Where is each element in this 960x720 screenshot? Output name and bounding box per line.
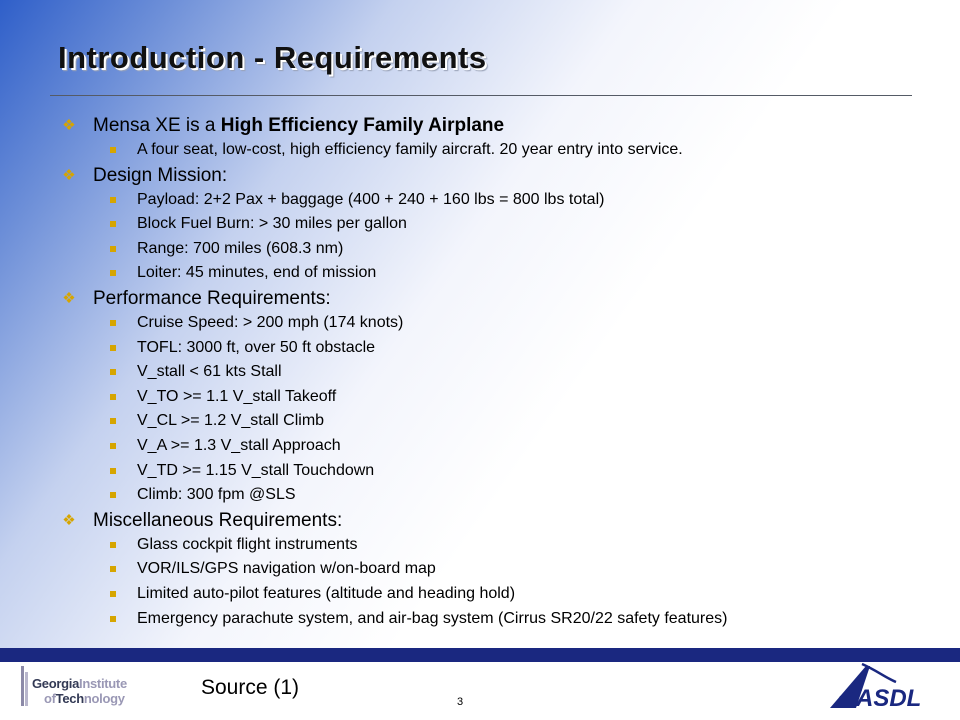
list-item-text: TOFL: 3000 ft, over 50 ft obstacle bbox=[137, 338, 376, 356]
list-item bbox=[0, 188, 960, 213]
section-heading-text bbox=[93, 163, 227, 188]
section-heading-text bbox=[93, 508, 342, 533]
square-bullet-icon bbox=[110, 443, 116, 449]
square-bullet-icon bbox=[110, 197, 116, 203]
section-heading-text bbox=[93, 113, 504, 138]
gt-tower-icon bbox=[20, 664, 30, 708]
list-item-text: Climb: 300 fpm @SLS bbox=[137, 486, 296, 504]
square-bullet-icon bbox=[110, 418, 116, 424]
list-item-text: V_CL >= 1.2 V_stall Climb bbox=[137, 412, 325, 430]
square-bullet-icon bbox=[110, 270, 116, 276]
section-heading bbox=[0, 286, 960, 311]
slide-title: Introduction - Requirements bbox=[58, 40, 487, 75]
square-bullet-icon bbox=[110, 246, 116, 252]
four-diamond-bullet-icon: ❖ bbox=[62, 511, 76, 529]
list-item bbox=[0, 385, 960, 410]
square-bullet-icon bbox=[110, 492, 116, 498]
square-bullet-icon bbox=[110, 147, 116, 153]
list-item-text: V_TO >= 1.1 V_stall Takeoff bbox=[137, 387, 337, 405]
section-heading-label: Miscellaneous Requirements: bbox=[93, 509, 343, 531]
asdl-logo bbox=[826, 660, 930, 712]
title-divider bbox=[50, 95, 912, 96]
list-item bbox=[0, 311, 960, 336]
list-item bbox=[0, 582, 960, 607]
square-bullet-icon bbox=[110, 320, 116, 326]
list-item bbox=[0, 533, 960, 558]
list-item-text: Block Fuel Burn: > 30 miles per gallon bbox=[137, 215, 407, 233]
list-item bbox=[0, 237, 960, 262]
list-item-text: VOR/ILS/GPS navigation w/on-board map bbox=[137, 560, 436, 578]
list-item bbox=[0, 360, 960, 385]
list-item bbox=[0, 607, 960, 632]
list-item bbox=[0, 138, 960, 163]
list-item bbox=[0, 261, 960, 286]
section-heading-text bbox=[93, 286, 331, 311]
list-item-text: Loiter: 45 minutes, end of mission bbox=[137, 264, 377, 282]
page-number: 3 bbox=[457, 696, 464, 708]
square-bullet-icon bbox=[110, 345, 116, 351]
section-heading-label: Mensa XE is a bbox=[93, 115, 221, 136]
list-item bbox=[0, 336, 960, 361]
four-diamond-bullet-icon: ❖ bbox=[62, 166, 76, 184]
square-bullet-icon bbox=[110, 394, 116, 400]
list-item-text: V_TD >= 1.15 V_stall Touchdown bbox=[137, 461, 375, 479]
gt-logo-line1: GeorgiaInstitute bbox=[32, 676, 127, 691]
list-item-text: Limited auto-pilot features (altitude and heading hold) bbox=[137, 584, 516, 602]
list-item-text: Cruise Speed: > 200 mph (174 knots) bbox=[137, 313, 404, 331]
list-item-text: V_A >= 1.3 V_stall Approach bbox=[137, 436, 341, 454]
list-item-text: Emergency parachute system, and air-bag system (Cirrus SR20/22 safety features) bbox=[137, 609, 728, 627]
square-bullet-icon bbox=[110, 221, 116, 227]
square-bullet-icon bbox=[110, 616, 116, 622]
list-item bbox=[0, 212, 960, 237]
square-bullet-icon bbox=[110, 566, 116, 572]
square-bullet-icon bbox=[110, 369, 116, 375]
square-bullet-icon bbox=[110, 591, 116, 597]
section-heading-emphasis: High Efficiency Family Airplane bbox=[220, 115, 505, 136]
square-bullet-icon bbox=[110, 542, 116, 548]
georgia-tech-logo bbox=[14, 660, 164, 712]
list-item bbox=[0, 459, 960, 484]
four-diamond-bullet-icon: ❖ bbox=[62, 117, 76, 134]
list-item bbox=[0, 434, 960, 459]
list-item-text: Glass cockpit flight instruments bbox=[137, 535, 358, 553]
source-citation: Source (1) bbox=[201, 676, 300, 699]
section-heading-label: Performance Requirements: bbox=[93, 287, 331, 309]
gt-logo-line2: ofTechnology bbox=[44, 691, 125, 706]
list-item bbox=[0, 483, 960, 508]
asdl-logo-text: ASDL bbox=[856, 685, 922, 712]
section-heading bbox=[0, 163, 960, 188]
section-heading bbox=[0, 113, 960, 138]
four-diamond-bullet-icon: ❖ bbox=[62, 289, 76, 307]
square-bullet-icon bbox=[110, 468, 116, 474]
bullet-list bbox=[0, 113, 960, 631]
list-item bbox=[0, 409, 960, 434]
list-item-text: A four seat, low-cost, high efficiency family aircraft. 20 year entry into service. bbox=[137, 141, 683, 158]
list-item-text: Range: 700 miles (608.3 nm) bbox=[137, 239, 344, 257]
list-item-text: V_stall < 61 kts Stall bbox=[137, 363, 282, 381]
section-heading bbox=[0, 508, 960, 533]
list-item bbox=[0, 557, 960, 582]
list-item-text: Payload: 2+2 Pax + baggage (400 + 240 + 160 lbs = 800 lbs total) bbox=[137, 190, 605, 208]
section-heading-label: Design Mission: bbox=[93, 164, 228, 186]
